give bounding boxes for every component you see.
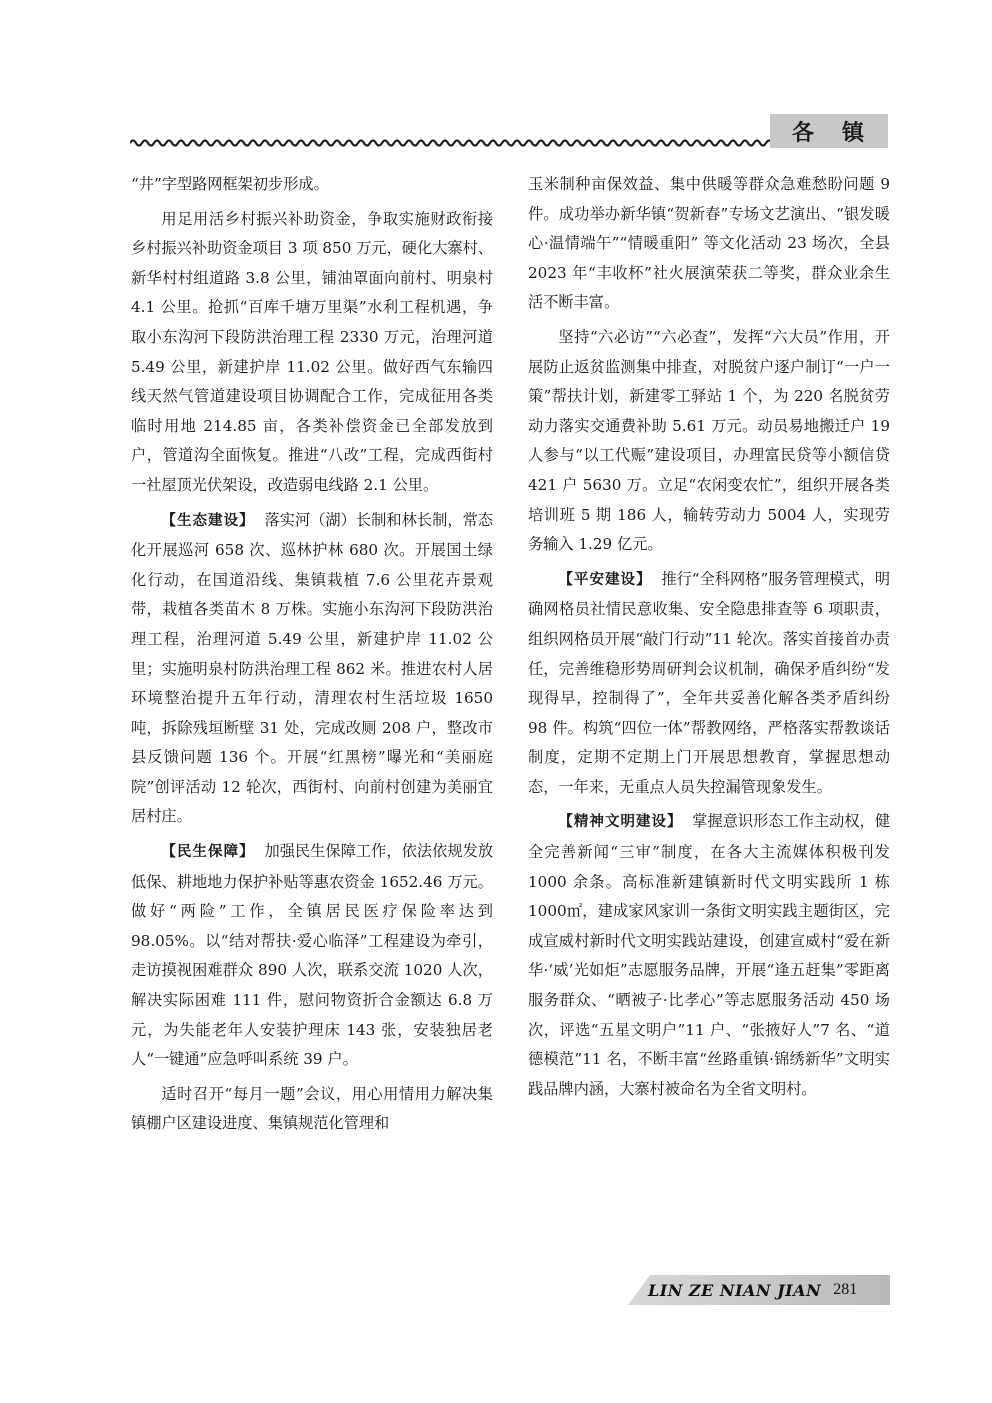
footer [648,1277,857,1303]
paragraph: 用足用活乡村振兴补助资金，争取实施财政衔接乡村振兴补助资金项目 3 项 850 万元，硬化大寨村、新华村村组道路 3.8 公里，铺油罩面向前村、明泉村 4.1 公里。抢抓“百库千塘万里渠”水利工程机遇，争取小东沟河下段防洪治理工程 2330 万元，治理河道 5.49 公里，新建护岸 11.02 公里。做好西气东输四线天然气管道建设项目协调配合工作，完成征用各类临时用地 214.85 亩，各类补偿资金已全部发放到户，管道沟全面恢复。推进“八改”工程，完成西街村一社屋顶光伏架设，改造弱电线路 2.1 公里。 [131,209,493,494]
paragraph: 坚持“六必访”“六必查”，发挥“六大员”作用，开展防止返贫监测集中排查，对脱贫户逐户制订“一户一策”帮扶计划，新建零工驿站 1 个，为 220 名脱贫劳动力落实交通费补助 5.61 万元。动员易地搬迁户 19 人参与“以工代赈”建设项目，办理富民贷等小额信贷 421 户 5630 万。立足“农闲变农忙”，组织开展各类培训班 5 期 186 人，输转劳动力 5004 人，实现劳务输入 1.29 亿元。 [528,327,890,554]
header-wavy-rule [130,136,778,150]
paragraph-text: 掌握意识形态工作主动权，健全完善新闻“三审”制度，在各大主流媒体积极刊发 1000 余条。高标准新建镇新时代文明实践所 1 栋 1000㎡，建成家风家训一条街文明实践主题街区，完成宣威村新时代文明实践站建设，创建宣威村“爱在新华·‘威’光如炬”志愿服务品牌，开展“逢五赶集”零距离服务群众、“晒被子·比孝心”等志愿服务活动 450 场次，评选“五星文明户”11 户、“张掖好人”7 名、“道德模范”11 名，不断丰富“丝路重镇·锦绣新华”文明实践品牌内涵，大寨村被命名为全省文明村。 [528,812,890,1098]
section-heading: 【民生保障】 [161,844,255,861]
section-heading: 【生态建设】 [161,512,255,529]
left-column [131,170,493,1139]
paragraph-text: 加强民生保障工作，依法依规发放低保、耕地地力保护补贴等惠农资金 1652.46 万元。做好“两险”工作，全镇居民医疗保险率达到 98.05%。以“结对帮扶·爱心临泽”工程建设为牵引，走访摸视困难群众 890 人次，联系交流 1020 人次，解决实际困难 111 件，慰问物资折合金额达 6.8 万元，为失能老年人安装护理床 143 张，安装独居老人“一键通”应急呼叫系统 39 户。 [131,842,494,1069]
paragraph [528,807,890,1104]
paragraph: 玉米制种亩保效益、集中供暖等群众急难愁盼问题 9 件。成功举办新华镇“贺新春”专场文艺演出、“银发暖心·温情端午”“情暖重阳” 等文化活动 23 场次，全县 2023 年“丰收杯”社火展演荣获二等奖，群众业余生活不断丰富。 [528,175,890,312]
section-tag [770,114,888,148]
paragraph [131,837,493,1075]
paragraph: “井”字型路网框架初步形成。 [131,175,329,193]
paragraph [131,506,493,833]
section-tag-char-1: 各 [792,120,817,146]
section-tag-char-2: 镇 [841,120,866,146]
journal-name: LIN ZE NIAN JIAN [648,1280,822,1300]
paragraph-text: 推行“全科网格”服务管理模式，明确网格员社情民意收集、安全隐患排查等 6 项职责，组织网格员开展“敲门行动”11 轮次。落实首接首办责任，完善维稳形势周研判会议机制，确保矛盾纠纷“发现得早，控制得了”，全年共妥善化解各类矛盾纠纷 98 件。构筑“四位一体”帮教网络，严格落实帮教谈话制度，定期不定期上门开展思想教育，掌握思想动态，一年来，无重点人员失控漏管现象发生。 [528,569,891,796]
section-heading: 【平安建设】 [558,571,652,588]
paragraph: 适时召开“每月一题”会议，用心用情用力解决集镇棚户区建设进度、集镇规范化管理和 [131,1084,493,1133]
right-column [528,170,890,1104]
paragraph [528,565,890,803]
paragraph-text: 落实河（湖）长制和林长制，常态化开展巡河 658 次、巡林护林 680 次。开展国土绿化行动，在国道沿线、集镇栽植 7.6 公里花卉景观带，栽植各类苗木 8 万株。实施小东沟河下段防洪治理工程，治理河道 5.49 公里，新建护岸 11.02 公里；实施明泉村防洪治理工程 862 米。推进农村人居环境整治提升五年行动，清理农村生活垃圾 1650 吨，拆除残垣断壁 31 处，完成改厕 208 户，整改市县反馈问题 136 个。开展“红黑榜”曝光和“美丽庭院”创评活动 12 轮次，西街村、向前村创建为美丽宜居村庄。 [131,510,494,826]
page-number: 281 [833,1281,858,1298]
section-heading: 【精神文明建设】 [558,814,683,831]
